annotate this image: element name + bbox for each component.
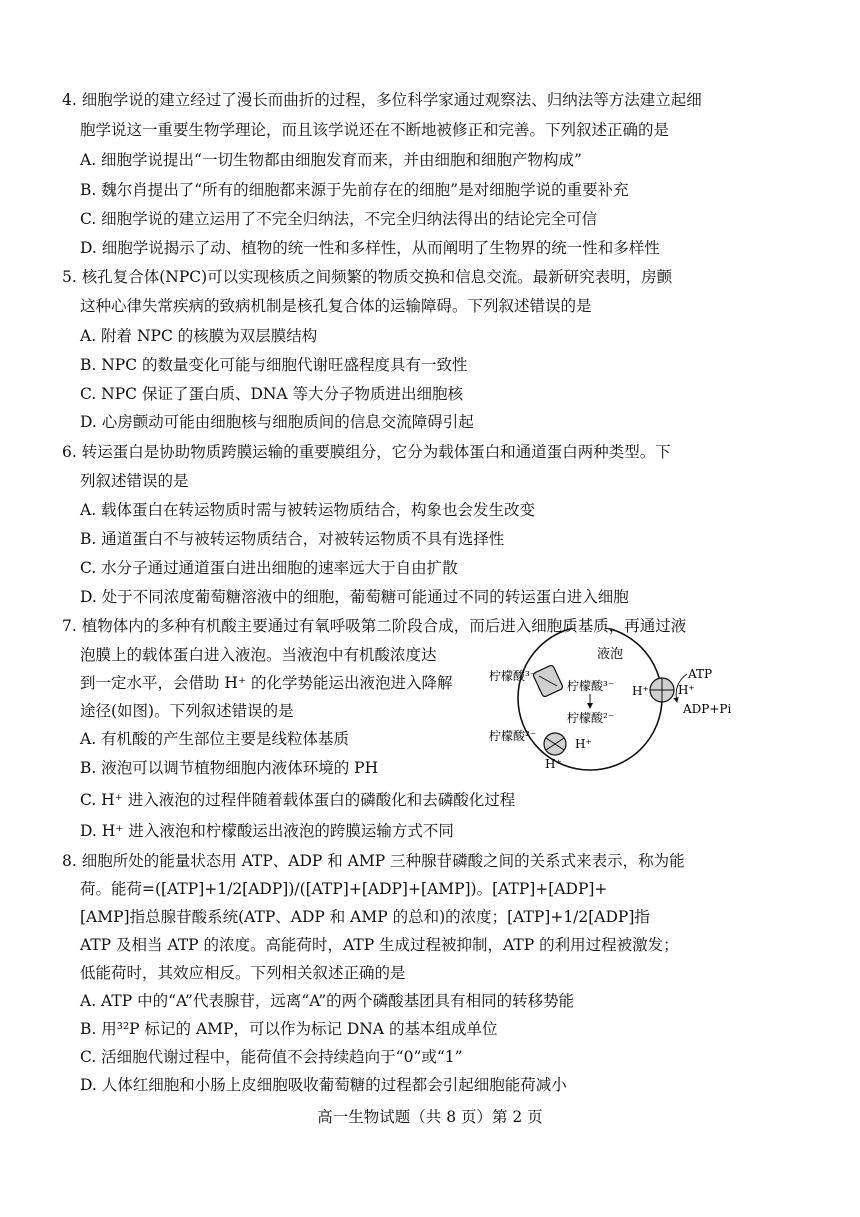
q8-stem-line-2: 荷。能荷=([ATP]+1/2[ADP])/([ATP]+[ADP]+[AMP])。[ATP]+[ADP]+: [80, 880, 608, 898]
h-bottom-out-label: H⁺: [545, 757, 562, 771]
q4-option-c: C. 细胞学说的建立运用了不完全归纳法，不完全归纳法得出的结论完全可信: [80, 210, 598, 228]
vacuole-label: 液泡: [597, 647, 624, 662]
h-in-pump-label: H⁺: [632, 684, 649, 698]
q8-option-c: C. 活细胞代谢过程中，能荷值不会持续趋向于“0”或“1”: [80, 1048, 463, 1066]
q7-option-a: A. 有机酸的产生部位主要是线粒体基质: [80, 730, 350, 748]
q6-stem-line-1: 6. 转运蛋白是协助物质跨膜运输的重要膜组分，它分为载体蛋白和通道蛋白两种类型。下: [62, 443, 671, 461]
q7-option-d: D. H⁺ 进入液泡和柠檬酸运出液泡的跨膜运输方式不同: [80, 822, 454, 840]
atp-label: ATP: [688, 667, 713, 681]
q7-stem-line-2: 泡膜上的载体蛋白进入液泡。当液泡中有机酸浓度达: [80, 646, 437, 664]
q4-stem-line-1: 4. 细胞学说的建立经过了漫长而曲折的过程，多位科学家通过观察法、归纳法等方法建立起细: [62, 91, 702, 109]
page-footer: 高一生物试题（共 8 页）第 2 页: [317, 1108, 543, 1126]
q8-stem-line-5: 低能荷时，其效应相反。下列相关叙述正确的是: [80, 964, 406, 982]
proton-pump-right: [650, 678, 674, 702]
citrate2-out-label: 柠檬酸²⁻: [489, 729, 537, 743]
q8-stem-line-4: ATP 及相当 ATP 的浓度。高能荷时，ATP 生成过程被抑制，ATP 的利用过程被激发；: [80, 936, 679, 954]
q5-stem-line-1: 5. 核孔复合体(NPC)可以实现核质之间频繁的物质交换和信息交流。最新研究表明，房颤: [62, 268, 673, 286]
q7-stem-line-4: 途径(如图)。下列叙述错误的是: [80, 702, 294, 720]
q5-stem-line-2: 这种心律失常疾病的致病机制是核孔复合体的运输障碍。下列叙述错误的是: [80, 297, 592, 315]
citrate-carrier-top: [533, 665, 564, 698]
citrate2-in-label: 柠檬酸²⁻: [567, 711, 615, 725]
q8-stem-line-1: 8. 细胞所处的能量状态用 ATP、ADP 和 AMP 三种腺苷磷酸之间的关系式来表示，称为能: [62, 852, 685, 870]
q7-option-b: B. 液泡可以调节植物细胞内液体环境的 PH: [80, 759, 379, 777]
q4-stem-line-2: 胞学说这一重要生物学理论，而且该学说还在不断地被修正和完善。下列叙述正确的是: [80, 121, 670, 139]
q5-option-a: A. 附着 NPC 的核膜为双层膜结构: [80, 327, 318, 345]
citrate3-in-label: 柠檬酸³⁻: [567, 679, 615, 693]
h-out-pump-label: H⁺: [678, 683, 695, 697]
q7-option-c: C. H⁺ 进入液泡的过程伴随着载体蛋白的磷酸化和去磷酸化过程: [80, 791, 516, 809]
citrate-carrier-bottom: [544, 733, 566, 755]
citrate3-out-label: 柠檬酸³⁻: [489, 669, 537, 683]
q6-option-d: D. 处于不同浓度葡萄糖溶液中的细胞，葡萄糖可能通过不同的转运蛋白进入细胞: [80, 588, 629, 606]
q7-stem-line-1: 7. 植物体内的多种有机酸主要通过有氧呼吸第二阶段合成，而后进入细胞质基质，再通过液: [62, 617, 687, 635]
q6-option-a: A. 载体蛋白在转运物质时需与被转运物质结合，构象也会发生改变: [80, 501, 536, 519]
q5-option-b: B. NPC 的数量变化可能与细胞代谢旺盛程度具有一致性: [80, 356, 468, 374]
q6-option-b: B. 通道蛋白不与被转运物质结合，对被转运物质不具有选择性: [80, 530, 505, 548]
q8-option-a: A. ATP 中的“A”代表腺苷，远离“A”的两个磷酸基团具有相同的转移势能: [80, 992, 575, 1010]
q8-option-d: D. 人体红细胞和小肠上皮细胞吸收葡萄糖的过程都会引起细胞能荷减小: [80, 1076, 567, 1094]
q4-option-b: B. 魏尔肖提出了“所有的细胞都来源于先前存在的细胞”是对细胞学说的重要补充: [80, 181, 629, 199]
q7-stem-line-3: 到一定水平，会借助 H⁺ 的化学势能运出液泡进入降解: [80, 674, 453, 692]
q4-option-a: A. 细胞学说提出“一切生物都由细胞发育而来，并由细胞和细胞产物构成”: [80, 151, 582, 169]
vacuole-diagram: [475, 628, 775, 778]
h-bottom-in-label: H⁺: [575, 737, 592, 751]
q4-option-d: D. 细胞学说揭示了动、植物的统一性和多样性，从而阐明了生物界的统一性和多样性: [80, 239, 660, 257]
adp-pi-label: ADP+Pi: [683, 702, 732, 716]
q6-option-c: C. 水分子通过通道蛋白进出细胞的速率远大于自由扩散: [80, 559, 458, 577]
q5-option-d: D. 心房颤动可能由细胞核与细胞质间的信息交流障碍引起: [80, 413, 474, 431]
q8-stem-line-3: [AMP]指总腺苷酸系统(ATP、ADP 和 AMP 的总和)的浓度；[ATP]+1/2[ADP]指: [80, 908, 650, 926]
q8-option-b: B. 用³²P 标记的 AMP，可以作为标记 DNA 的基本组成单位: [80, 1020, 498, 1038]
q5-option-c: C. NPC 保证了蛋白质、DNA 等大分子物质进出细胞核: [80, 385, 464, 403]
q6-stem-line-2: 列叙述错误的是: [80, 472, 189, 490]
